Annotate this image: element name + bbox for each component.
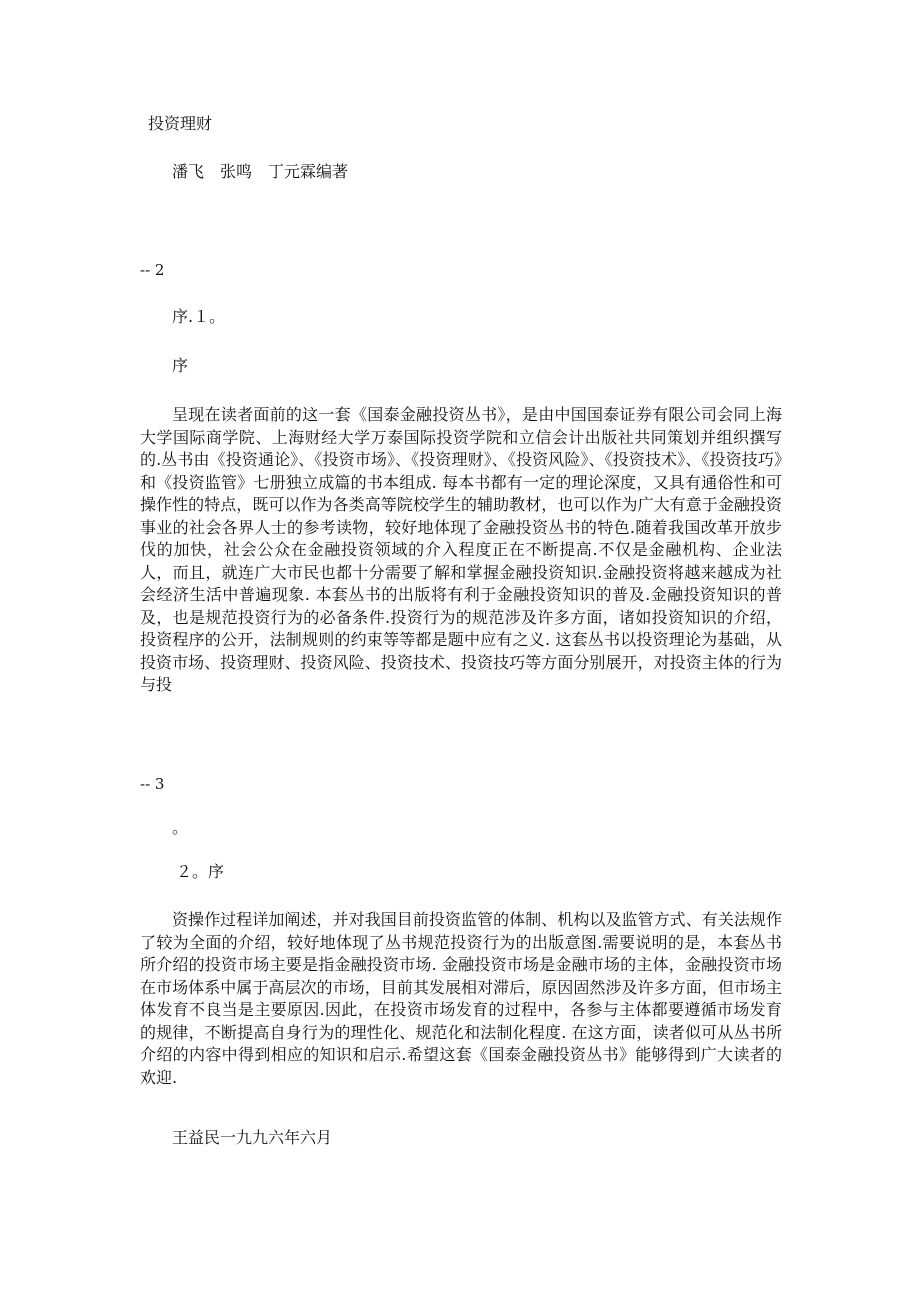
preface-paragraph-2: 资操作过程详加阐述，并对我国目前投资监管的体制、机构以及监管方式、有关法规作了较为全面的介绍，较好地体现了丛书规范投资行为的出版意图.需要说明的是，本套丛书所介绍的投资市场主要是指金融投资市场. 金融投资市场是金融市场的主体，金融投资市场在市场体系中属于高层次的市场，目前其发展相对滞后，原因固然涉及许多方面，但市场主体发育不良当是主要原因.因此，在投资市场发育的过程中，各参与主体都要遵循市场发育的规律，不断提高自身行为的理性化、规范化和法制化程度. 在这方面，读者似可从丛书所介绍的内容中得到相应的知识和启示.希望这套《国泰金融投资丛书》能够得到广大读者的欢迎.: [140, 910, 782, 1087]
signature-date: 王益民一九九六年六月: [172, 1128, 333, 1147]
running-header-page-2: 序.１。: [172, 307, 226, 326]
book-authors: 潘飞 张鸣 丁元霖编著: [172, 162, 349, 181]
preface-paragraph-1: 呈现在读者面前的这一套《国泰金融投资丛书》，是由中国国泰证券有限公司会同上海大学国际商学院、上海财经大学万泰国际投资学院和立信会计出版社共同策划并组织撰写的.丛书由《投资通论》、《投资市场》、《投资理财》、《投资风险》、《投资技术》、《投资技巧》和《投资监管》七册独立成篇的书本组成. 每本书都有一定的理论深度，又具有通俗性和可操作性的特点，既可以作为各类高等院校学生的辅助教材，也可以作为广大有意于金融投资事业的社会各界人士的参考读物，较好地体现了金融投资丛书的特色.随着我国改革开放步伐的加快，社会公众在金融投资领域的介入程度正在不断提高.不仅是金融机构、企业法人，而且，就连广大市民也都十分需要了解和掌握金融投资知识.金融投资将越来越成为社会经济生活中普遍现象. 本套丛书的出版将有利于金融投资知识的普及.金融投资知识的普及，也是规范投资行为的必备条件.投资行为的规范涉及许多方面，诸如投资知识的介绍，投资程序的公开，法制规则的约束等等都是题中应有之义. 这套丛书以投资理论为基础，从投资市场、投资理财、投资风险、投资技术、投资技巧等方面分别展开，对投资主体的行为与投: [140, 405, 782, 694]
page-marker-2: -- 2: [140, 261, 165, 279]
stray-punctuation: 。: [172, 818, 189, 837]
running-header-page-3: ２。序: [176, 862, 225, 881]
book-title: 投资理财: [148, 114, 213, 133]
section-heading-preface: 序: [172, 356, 189, 375]
page-marker-3: -- 3: [140, 775, 165, 793]
